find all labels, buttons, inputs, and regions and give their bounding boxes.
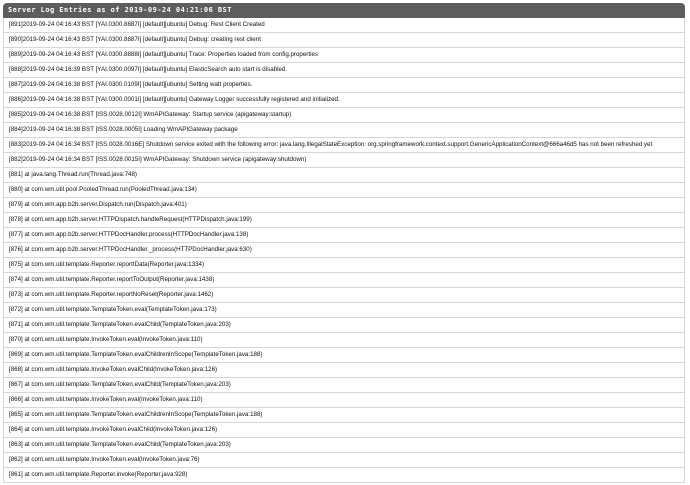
log-entry-text: [869] at com.wm.util.template.TemplateToken.evalChildrenInScope(TemplateToken.java:188) — [4, 348, 685, 363]
log-row — [4, 93, 685, 108]
log-entry-text: [875] at com.wm.util.template.Reporter.reportIData(Reporter.java:1334) — [4, 258, 685, 273]
log-row — [4, 243, 685, 258]
log-row — [4, 63, 685, 78]
log-entry-text: [871] at com.wm.util.template.TemplateToken.evalChild(TemplateToken.java:203) — [4, 318, 685, 333]
log-row — [4, 33, 685, 48]
log-row — [4, 228, 685, 243]
log-entry-text: [884]2019-09-24 04:16:38 BST [ISS.0028.0005I] Loading WmAPIGateway package — [4, 123, 685, 138]
log-entry-text: [872] at com.wm.util.template.TemplateToken.eval(TemplateToken.java:173) — [4, 303, 685, 318]
log-row — [4, 213, 685, 228]
log-row — [4, 288, 685, 303]
log-row — [4, 138, 685, 153]
log-row — [4, 378, 685, 393]
log-row — [4, 348, 685, 363]
log-row — [4, 48, 685, 63]
log-entry-text: [885]2019-09-24 04:16:38 BST [ISS.0028.0012I] WmAPIGateway: Startup service (apigateway:startup) — [4, 108, 685, 123]
log-entry-text: [868] at com.wm.util.template.InvokeToken.evalChild(InvokeToken.java:126) — [4, 363, 685, 378]
log-entry-text: [881] at java.lang.Thread.run(Thread.java:748) — [4, 168, 685, 183]
log-entry-text: [887]2019-09-24 04:16:38 BST [YAI.0300.0109I] [default][ubuntu] Setting watt properties. — [4, 78, 685, 93]
log-entry-text: [882]2019-09-24 04:16:34 BST [ISS.0028.0015I] WmAPIGateway: Shutdown service (apigateway:shutdown) — [4, 153, 685, 168]
log-entry-text: [891]2019-09-24 04:16:43 BST [YAI.0300.8887I] [default][ubuntu] Debug: Rest Client Created — [4, 18, 685, 33]
log-row — [4, 273, 685, 288]
log-row — [4, 198, 685, 213]
log-row — [4, 258, 685, 273]
log-entry-text: [889]2019-09-24 04:16:43 BST [YAI.0300.8888I] [default][ubuntu] Trace: Properties loaded from config.properties — [4, 48, 685, 63]
log-row — [4, 318, 685, 333]
log-entries-table — [3, 18, 685, 483]
log-row — [4, 423, 685, 438]
log-entry-text: [877] at com.wm.app.b2b.server.HTTPDocHandler.process(HTTPDocHandler.java:138) — [4, 228, 685, 243]
log-row — [4, 168, 685, 183]
log-row — [4, 363, 685, 378]
log-entry-text: [870] at com.wm.util.template.InvokeToken.eval(InvokeToken.java:110) — [4, 333, 685, 348]
log-entry-text: [862] at com.wm.util.template.InvokeToken.eval(InvokeToken.java:76) — [4, 453, 685, 468]
log-entry-text: [867] at com.wm.util.template.TemplateToken.evalChild(TemplateToken.java:203) — [4, 378, 685, 393]
log-entry-text: [864] at com.wm.util.template.InvokeToken.evalChild(InvokeToken.java:126) — [4, 423, 685, 438]
log-row — [4, 123, 685, 138]
log-entry-text: [866] at com.wm.util.template.InvokeToken.eval(InvokeToken.java:110) — [4, 393, 685, 408]
log-row — [4, 183, 685, 198]
log-entry-text: [879] at com.wm.app.b2b.server.Dispatch.run(Dispatch.java:401) — [4, 198, 685, 213]
log-row — [4, 78, 685, 93]
log-entry-text: [886]2019-09-24 04:16:38 BST [YAI.0300.0001I] [default][ubuntu] Gateway Logger successfully registered and initialized. — [4, 93, 685, 108]
log-row — [4, 303, 685, 318]
log-entry-text: [883]2019-09-24 04:16:34 BST [ISS.0028.0016E] Shutdown service exited with the following error: java.lang.IllegalStateException: org.springframework.context.support.GenericApplicationContext@666a46d5 has not been refreshed yet — [4, 138, 685, 153]
log-row — [4, 153, 685, 168]
log-row — [4, 18, 685, 33]
log-entries-body — [4, 18, 685, 483]
log-row — [4, 438, 685, 453]
log-entry-text: [876] at com.wm.app.b2b.server.HTTPDocHandler._process(HTTPDocHandler.java:630) — [4, 243, 685, 258]
log-entry-text: [873] at com.wm.util.template.Reporter.reportNoReset(Reporter.java:1462) — [4, 288, 685, 303]
server-log-panel — [3, 3, 685, 485]
log-row — [4, 468, 685, 483]
log-row — [4, 333, 685, 348]
log-entry-text: [880] at com.wm.util.pool.PooledThread.run(PooledThread.java:134) — [4, 183, 685, 198]
log-row — [4, 108, 685, 123]
log-row — [4, 453, 685, 468]
log-row — [4, 408, 685, 423]
log-entry-text: [863] at com.wm.util.template.TemplateToken.evalChild(TemplateToken.java:203) — [4, 438, 685, 453]
log-entry-text: [888]2019-09-24 04:16:39 BST [YAI.0300.0097I] [default][ubuntu] ElasticSearch auto start is disabled. — [4, 63, 685, 78]
log-panel-title: Server Log Entries as of 2019-09-24 04:21:06 BST — [3, 3, 685, 18]
log-entry-text: [890]2019-09-24 04:16:43 BST [YAI.0300.8887I] [default][ubuntu] Debug: creating rest client — [4, 33, 685, 48]
log-entry-text: [865] at com.wm.util.template.TemplateToken.evalChildrenInScope(TemplateToken.java:188) — [4, 408, 685, 423]
log-entry-text: [874] at com.wm.util.template.Reporter.reportToOutput(Reporter.java:1438) — [4, 273, 685, 288]
log-entry-text: [878] at com.wm.app.b2b.server.HTTPDispatch.handleRequest(HTTPDispatch.java:199) — [4, 213, 685, 228]
log-row — [4, 393, 685, 408]
log-entry-text: [861] at com.wm.util.template.Reporter.invoke(Reporter.java:928) — [4, 468, 685, 483]
